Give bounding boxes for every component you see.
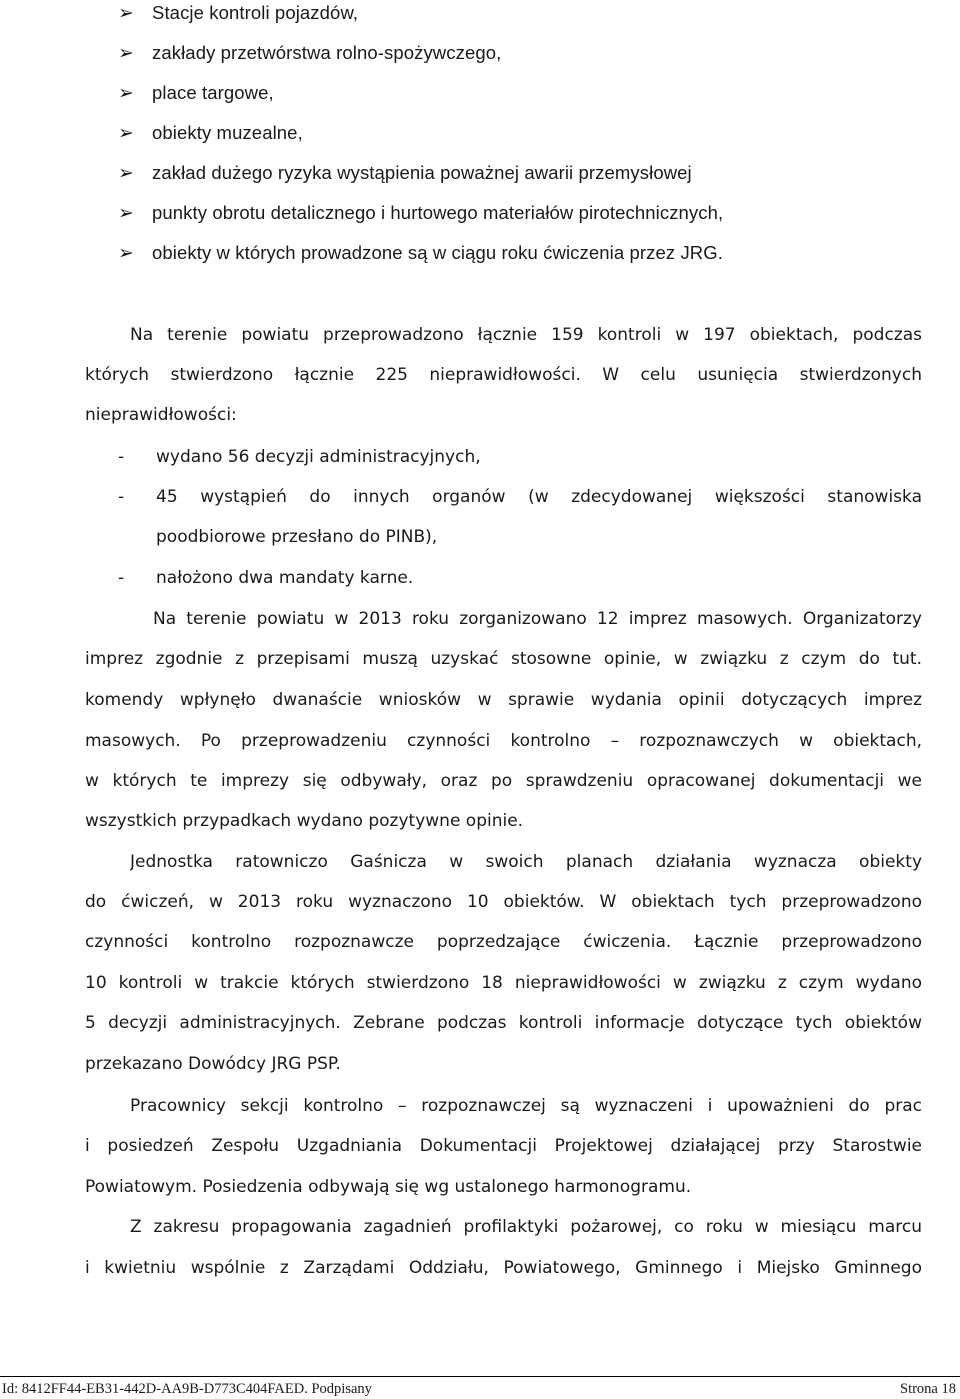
list-item [118, 160, 692, 186]
dash-list-item [118, 564, 922, 592]
arrow-bullet-icon: ➢ [118, 2, 135, 24]
paragraph-line: Na terenie powiatu w 2013 roku zorganizowano 12 imprez masowych. Organizatorzy [153, 609, 922, 629]
paragraph-line: Powiatowym. Posiedzenia odbywają się wg ustalonego harmonogramu. [85, 1177, 692, 1197]
paragraph-line: masowych. Po przeprowadzeniu czynności kontrolno – rozpoznawczych w obiektach, [85, 731, 922, 751]
list-item-text: obiekty muzealne, [152, 122, 303, 143]
list-item-text: zakłady przetwórstwa rolno-spożywczego, [152, 42, 502, 63]
list-item [118, 0, 358, 26]
paragraph-line: których stwierdzono łącznie 225 nieprawidłowości. W celu usunięcia stwierdzonych [85, 365, 922, 385]
document-id: Id: 8412FF44-EB31-442D-AA9B-D773C404FAED. Podpisany [2, 1381, 372, 1397]
paragraph-line: do ćwiczeń, w 2013 roku wyznaczono 10 obiektów. W obiektach tych przeprowadzono [85, 892, 922, 912]
arrow-bullet-icon: ➢ [118, 242, 135, 264]
dash-marker: - [118, 447, 125, 467]
dash-marker: - [118, 487, 125, 507]
paragraph-line: imprez zgodnie z przepisami muszą uzyskać stosowne opinie, w związku z czym do tut. [85, 649, 922, 669]
paragraph-line: wszystkich przypadkach wydano pozytywne opinie. [85, 811, 524, 831]
arrow-bullet-icon: ➢ [118, 122, 135, 144]
list-item [118, 120, 303, 146]
list-item-text: punkty obrotu detalicznego i hurtowego materiałów pirotechnicznych, [152, 202, 724, 223]
paragraph-line: Z zakresu propagowania zagadnień profilaktyki pożarowej, co roku w miesiącu marcu [130, 1217, 922, 1237]
list-item [118, 200, 723, 226]
dash-item-text: 45 wystąpień do innych organów (w zdecydowanej większości stanowiska [156, 487, 922, 507]
paragraph-line: w których te imprezy się odbywały, oraz po sprawdzeniu opracowanej dokumentacji we [85, 771, 922, 791]
list-item-text: zakład dużego ryzyka wystąpienia poważnej awarii przemysłowej [152, 162, 692, 183]
paragraph-line: Pracownicy sekcji kontrolno – rozpoznawczej są wyznaczeni i upoważnieni do prac [130, 1096, 922, 1116]
dash-item-continuation: poodbiorowe przesłano do PINB), [156, 527, 438, 547]
paragraph-line: 5 decyzji administracyjnych. Zebrane podczas kontroli informacje dotyczące tych obiektów [85, 1013, 922, 1033]
list-item-text: obiekty w których prowadzone są w ciągu roku ćwiczenia przez JRG. [152, 242, 723, 263]
paragraph-line: przekazano Dowódcy JRG PSP. [85, 1054, 341, 1074]
page-footer [0, 1376, 960, 1397]
dash-marker: - [118, 568, 125, 588]
dash-list-item [118, 483, 922, 511]
paragraph-line: i posiedzeń Zespołu Uzgadniania Dokumentacji Projektowej działającej przy Starostwie [85, 1136, 922, 1156]
list-item [118, 80, 274, 106]
arrow-bullet-icon: ➢ [118, 202, 135, 224]
list-item [118, 40, 501, 66]
dash-list-item [118, 443, 922, 471]
arrow-bullet-icon: ➢ [118, 82, 135, 104]
paragraph-line: nieprawidłowości: [85, 405, 237, 425]
paragraph-line: 10 kontroli w trakcie których stwierdzono 18 nieprawidłowości w związku z czym wydano [85, 973, 922, 993]
page-number: Strona 18 [900, 1381, 956, 1397]
list-item [118, 240, 723, 266]
dash-item-text: wydano 56 decyzji administracyjnych, [156, 447, 481, 467]
list-item-text: place targowe, [152, 82, 274, 103]
paragraph-line: Na terenie powiatu przeprowadzono łącznie 159 kontroli w 197 obiektach, podczas [130, 325, 922, 345]
paragraph-line: czynności kontrolno rozpoznawcze poprzedzające ćwiczenia. Łącznie przeprowadzono [85, 932, 922, 952]
paragraph-line: i kwietniu wspólnie z Zarządami Oddziału, Powiatowego, Gminnego i Miejsko Gminnego [85, 1258, 922, 1278]
list-item-text: Stacje kontroli pojazdów, [152, 2, 359, 23]
arrow-bullet-icon: ➢ [118, 42, 135, 64]
dash-item-text: nałożono dwa mandaty karne. [156, 568, 414, 588]
paragraph-line: Jednostka ratowniczo Gaśnicza w swoich planach działania wyznacza obiekty [130, 852, 922, 872]
paragraph-line: komendy wpłynęło dwanaście wniosków w sprawie wydania opinii dotyczących imprez [85, 690, 922, 710]
arrow-bullet-icon: ➢ [118, 162, 135, 184]
